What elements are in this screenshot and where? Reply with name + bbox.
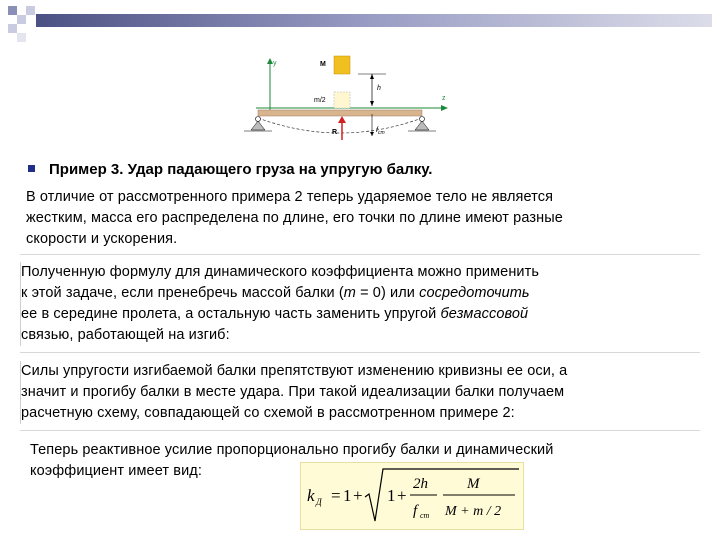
beam-impact-diagram bbox=[236, 52, 486, 152]
z-axis-label: z bbox=[442, 95, 446, 102]
text-line: к этой задаче, если пренебречь массой балки (m = 0) или сосредоточить bbox=[21, 285, 530, 301]
formula-eq: = bbox=[331, 486, 341, 505]
formula-plus: + bbox=[353, 486, 363, 505]
formula-k: k bbox=[307, 486, 315, 505]
half-mass-block bbox=[334, 92, 350, 108]
header-decoration bbox=[0, 0, 720, 44]
divider bbox=[20, 352, 700, 353]
divider bbox=[20, 254, 700, 255]
divider bbox=[20, 430, 700, 431]
formula-box bbox=[300, 462, 524, 530]
text-line: скорости и ускорения. bbox=[26, 231, 178, 247]
bullet-icon bbox=[28, 165, 35, 172]
formula-one-inner: 1 bbox=[387, 486, 396, 505]
formula-k-sub: Д bbox=[316, 497, 322, 507]
formula-M-numerator: M bbox=[467, 476, 480, 492]
text-line: Силы упругости изгибаемой балки препятствуют изменению кривизны ее оси, а bbox=[21, 363, 568, 379]
y-axis-label: y bbox=[273, 60, 277, 67]
height-label: h bbox=[377, 85, 381, 92]
text-line: ее в середине пролета, а остальную часть заменить упругой безмассовой bbox=[21, 306, 529, 322]
example-heading bbox=[28, 161, 432, 178]
beam bbox=[258, 110, 422, 116]
deflection-label: $f_{ст}$ bbox=[376, 127, 385, 136]
paragraph-intro bbox=[26, 187, 696, 250]
text-line: Полученную формулу для динамического коэффициента можно применить bbox=[21, 264, 540, 280]
text-line: В отличие от рассмотренного примера 2 теперь ударяемое тело не является bbox=[26, 189, 554, 205]
formula-M-denominator: M + m / 2 bbox=[445, 504, 502, 519]
formula-one: 1 bbox=[343, 486, 352, 505]
dynamic-coefficient-formula bbox=[301, 463, 523, 529]
text-line: жестким, масса его распределена по длине, его точки по длине имеют разные bbox=[26, 210, 563, 226]
falling-mass bbox=[334, 56, 350, 74]
mass-label: M bbox=[320, 61, 326, 68]
reaction-label: R bbox=[332, 129, 338, 136]
formula-f-sub: ст bbox=[420, 511, 430, 520]
text-line: Теперь реактивное усилие пропорционально прогибу балки и динамический bbox=[30, 442, 554, 458]
example-title: Пример 3. Удар падающего груза на упругую балку. bbox=[49, 161, 433, 178]
formula-f: f bbox=[413, 503, 418, 519]
formula-plus-inner: + bbox=[397, 486, 407, 505]
formula-2h: 2h bbox=[413, 476, 428, 492]
paragraph-formula-application bbox=[20, 262, 701, 346]
text-line: расчетную схему, совпадающей со схемой в рассмотренном примере 2: bbox=[21, 405, 515, 421]
left-support bbox=[251, 121, 265, 130]
right-support bbox=[415, 121, 429, 130]
text-line: связью, работающей на изгиб: bbox=[21, 327, 230, 343]
text-line: значит и прогибу балки в месте удара. При такой идеализации балки получаем bbox=[21, 384, 565, 400]
paragraph-elastic-forces bbox=[20, 361, 701, 424]
half-mass-label: m/2 bbox=[314, 97, 326, 104]
text-line: коэффициент имеет вид: bbox=[30, 463, 202, 479]
